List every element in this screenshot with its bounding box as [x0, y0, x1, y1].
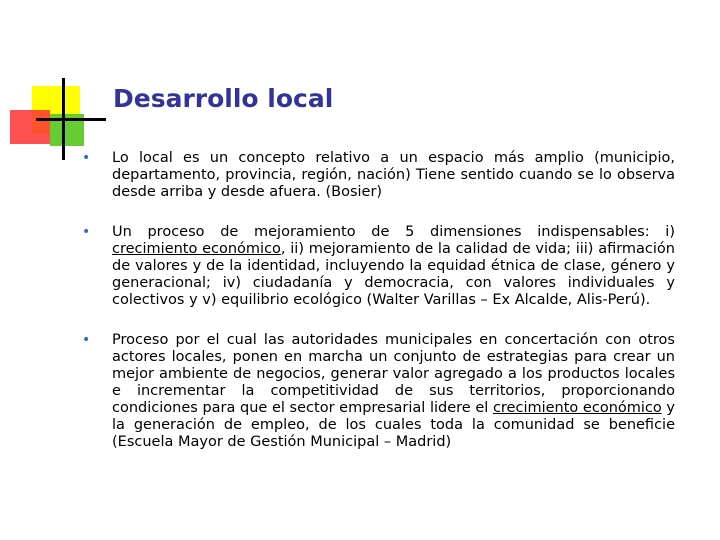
- bullet-text-before: Un proceso de mejoramiento de 5 dimensiones indispensables: i): [112, 224, 675, 240]
- bullet-list: [80, 150, 675, 474]
- underlined-phrase: crecimiento económico: [112, 241, 281, 257]
- bullet-item: [80, 332, 675, 451]
- bullet-text: [112, 224, 675, 309]
- bullet-item: [80, 224, 675, 309]
- bullet-text: Lo local es un concepto relativo a un espacio más amplio (municipio, departamento, provincia, región, nación) Tiene sentido cuando se lo observa desde arriba y desde afuera. (Bosier): [112, 150, 675, 200]
- decorative-horizontal-line: [36, 118, 106, 121]
- bullet-marker: •: [82, 332, 91, 348]
- bullet-marker: •: [82, 224, 91, 240]
- bullet-text-after: , ii) mejoramiento de la calidad de vida; iii) afirmación de valores y de la identidad, incluyendo la equidad étnica de clase, género y generacional; iv) ciudadanía y democracia, con valores individuales y colectivos y v) equilibrio ecológico (Walter Varillas – Ex Alcalde, Alis-Perú).: [112, 241, 675, 308]
- bullet-item: [80, 150, 675, 201]
- decorative-corner-graphic: [0, 0, 110, 170]
- decorative-red-square: [10, 110, 50, 144]
- bullet-marker: •: [82, 150, 91, 166]
- bullet-text-after: y la generación de empleo, de los cuales toda la comunidad se beneficie (Escuela Mayor de Gestión Municipal – Madrid): [112, 400, 675, 450]
- bullet-text-before: Proceso por el cual las autoridades municipales en concertación con otros actores locales, ponen en marcha un conjunto de estrategias para crear un mejor ambiente de negocios, generar valor agregado a los productos locales e incrementar la competitividad de sus territorios, proporcionando condiciones para que el sector empresarial lidere el: [112, 332, 675, 416]
- underlined-phrase: crecimiento económico: [492, 400, 662, 416]
- slide-title: Desarrollo local: [113, 84, 334, 113]
- bullet-text: [112, 332, 675, 451]
